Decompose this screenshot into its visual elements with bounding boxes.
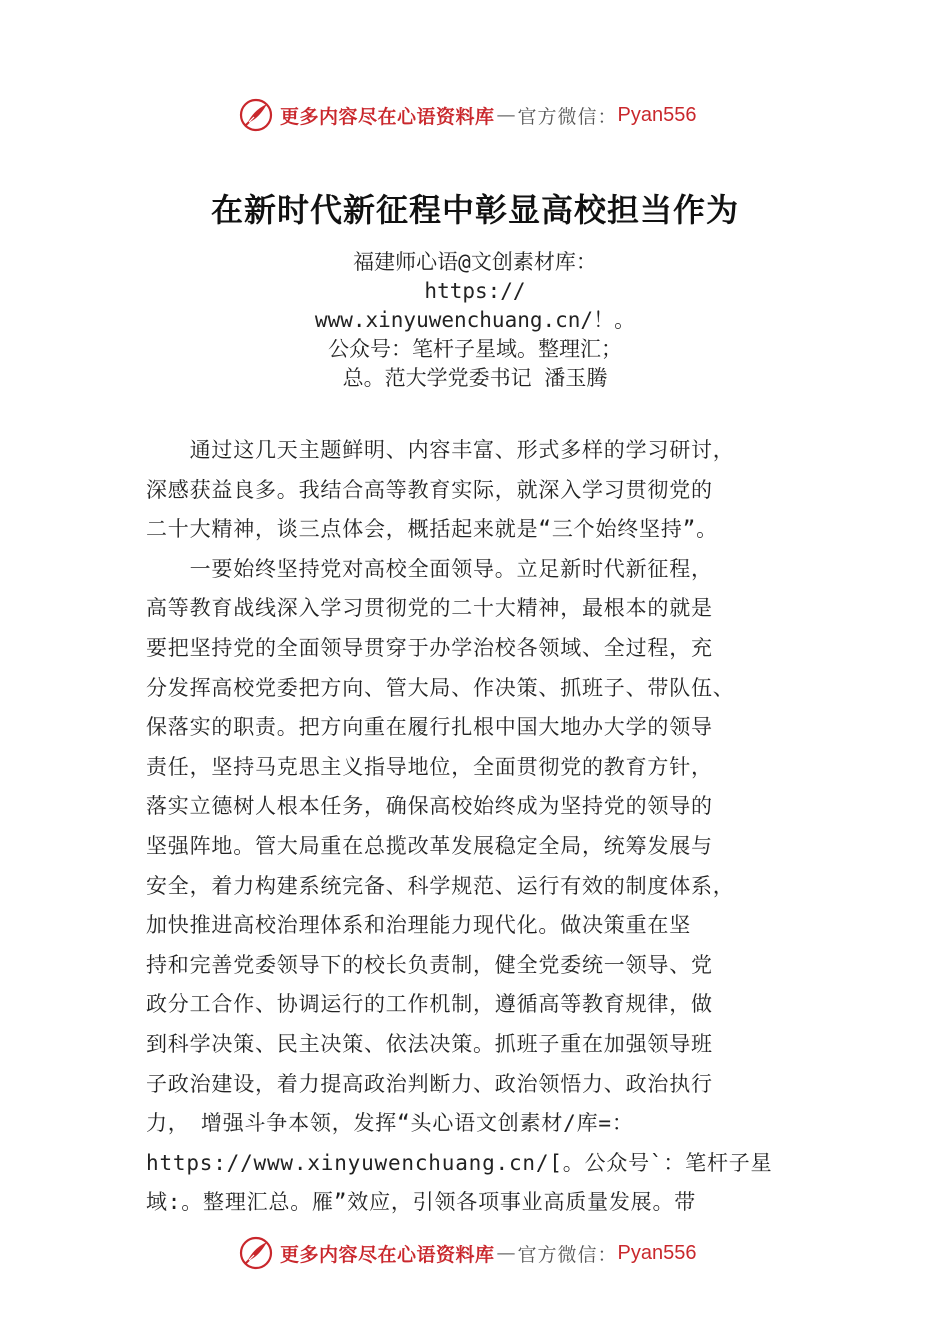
- footer-banner[interactable]: [238, 1235, 697, 1271]
- meta-line: https://: [424, 279, 526, 303]
- banner-brand-text: 更多内容尽在心语资料库: [280, 105, 495, 128]
- body-line: 政分工合作、协调运行的工作机制，遵循高等教育规律，做: [146, 992, 713, 1017]
- body-line: https://www.xinyuwenchuang.cn/[。公众号`：笔杆子星: [146, 1150, 773, 1175]
- banner-wechat-id: Pyan556: [617, 103, 697, 126]
- body-line: 持和完善党委领导下的校长负责制，健全党委统一领导、党: [146, 952, 713, 977]
- meta-line: 公众号：笔杆子星域。整理汇；: [328, 337, 622, 361]
- body-line: 一要始终坚持党对高校全面领导。立足新时代新征程，: [146, 556, 713, 581]
- banner-wechat-id: Pyan556: [617, 1241, 697, 1264]
- meta-line: 福建师心语@文创素材库：: [353, 250, 597, 274]
- quill-pen-logo-icon: [238, 1235, 274, 1271]
- quill-pen-logo-icon: [238, 97, 274, 133]
- body-line: 子政治建设，着力提高政治判断力、政治领悟力、政治执行: [146, 1071, 713, 1096]
- banner-dash: —: [496, 1242, 516, 1264]
- body-line: 分发挥高校党委把方向、管大局、作决策、抓班子、带队伍、: [146, 675, 735, 700]
- banner-wechat-label: 官方微信：: [517, 105, 618, 128]
- header-banner[interactable]: [238, 97, 697, 133]
- body-line: 要把坚持党的全面领导贯穿于办学治校各领域、全过程，充: [146, 635, 713, 660]
- banner-wechat-label: 官方微信：: [517, 1243, 618, 1266]
- body-line: 保落实的职责。把方向重在履行扎根中国大地办大学的领导: [146, 715, 713, 740]
- body-line: 二十大精神，谈三点体会，概括起来就是“三个始终坚持”。: [146, 517, 718, 542]
- body-line: 到科学决策、民主决策、依法决策。抓班子重在加强领导班: [146, 1031, 713, 1056]
- body-line: 高等教育战线深入学习贯彻党的二十大精神，最根本的就是: [146, 596, 713, 621]
- document-title: 在新时代新征程中彰显高校担当作为: [210, 191, 739, 229]
- banner-brand-text: 更多内容尽在心语资料库: [280, 1243, 495, 1266]
- body-line: 落实立德树人根本任务，确保高校始终成为坚持党的领导的: [146, 794, 713, 819]
- body-line: 安全，着力构建系统完备、科学规范、运行有效的制度体系，: [146, 873, 735, 898]
- body-line: 责任，坚持马克思主义指导地位，全面贯彻党的教育方针，: [146, 754, 713, 779]
- body-line: 力， 增强斗争本领，发挥“头心语文创素材/库=：: [146, 1111, 634, 1136]
- body-text: [146, 431, 811, 1223]
- body-line: 域:。整理汇总。雁”效应，引领各项事业高质量发展。带: [146, 1190, 697, 1215]
- author-meta-block: [0, 248, 950, 393]
- body-line: 深感获益良多。我结合高等教育实际，就深入学习贯彻党的: [146, 477, 713, 502]
- meta-line: 总。范大学党委书记 潘玉腾: [342, 366, 608, 390]
- meta-line: www.xinyuwenchuang.cn/！。: [314, 308, 636, 332]
- body-line: 加快推进高校治理体系和治理能力现代化。做决策重在坚: [146, 913, 691, 938]
- body-line: 坚强阵地。管大局重在总揽改革发展稳定全局，统筹发展与: [146, 833, 713, 858]
- body-line: 通过这几天主题鲜明、内容丰富、形式多样的学习研讨，: [146, 438, 735, 462]
- banner-dash: —: [496, 104, 516, 126]
